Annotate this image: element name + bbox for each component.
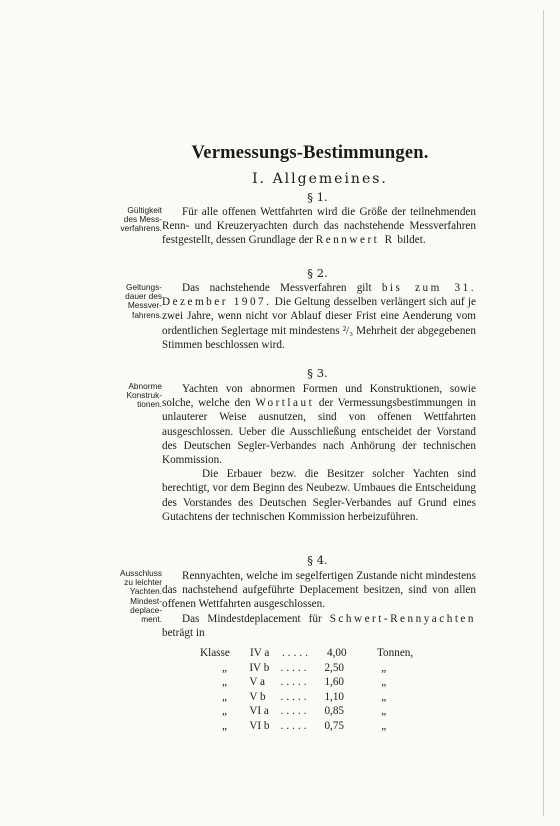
table-cell: Tonnen,: [377, 647, 414, 659]
paragraph-body: Für alle offenen Wettfahrten wird die Größe der teilnehmenden Renn- und Kreuzeryachten durch das nachstehende Messverfahren festgestellt, dessen Grundlage der Rennwert R bildet.: [162, 206, 476, 247]
table-row: [200, 719, 430, 734]
table-cell: „: [381, 661, 387, 674]
paragraph-text-2: [162, 281, 476, 352]
table-cell: V a: [249, 676, 265, 688]
paragraph-number-1: § 1.: [307, 190, 328, 204]
table-cell: 0,75: [324, 719, 345, 732]
margin-note-4: [96, 569, 162, 624]
table-cell: 1,10: [324, 690, 345, 703]
margin-line: Mindest-: [130, 595, 162, 606]
displacement-table: [200, 646, 430, 733]
page-title: Vermessungs-Bestimmungen.: [191, 143, 429, 163]
table-cell: „: [222, 690, 227, 703]
table-cell: „: [222, 661, 227, 674]
paragraph-number-3: § 3.: [307, 366, 328, 380]
table-cell: .....: [282, 647, 311, 659]
table-row: [200, 646, 430, 661]
margin-line: verfahrens.: [120, 223, 162, 234]
table-cell: IV b: [249, 661, 270, 674]
table-cell: „: [381, 719, 387, 732]
margin-line: dauer des: [125, 291, 162, 302]
paragraph-text-3: [162, 382, 476, 524]
table-cell: 4,00: [327, 647, 347, 659]
margin-line: Konstruk-: [126, 390, 162, 401]
table-cell: .....: [280, 676, 310, 688]
table-cell: .....: [280, 661, 310, 674]
table-row: [200, 704, 430, 719]
table-cell: IV a: [250, 647, 270, 659]
paragraph-body-2: Das Mindestdeplacement für Schwert-Rennyachten beträgt in: [162, 612, 476, 639]
table-cell: .....: [280, 690, 310, 703]
margin-line: fahrens.: [132, 309, 162, 320]
paragraph-body: Das nachstehende Messverfahren gilt bis zum 31. Dezember 1907. Die Geltung desselben verlängert sich auf je zwei Jahre, wenn nicht vor Ablauf dieser Frist eine Aenderung vom ordentlichen Seglertage mit mindestens ²/₃ Mehrheit der abgegebenen Stimmen beschlossen wird.: [162, 282, 477, 351]
margin-line: ment.: [141, 614, 162, 625]
paragraph-body-2: Die Erbauer bezw. die Besitzer solcher Yachten sind berechtigt, vor dem Beginn des Neubezw. Umbaues die Entscheidung des Vorstandes des Deutschen Segler-Verbandes auf Grund eines Gutachtens der technischen Kommission herbeizuführen.: [162, 468, 476, 523]
margin-note-2: [96, 283, 162, 320]
table-cell: 0,85: [324, 705, 345, 717]
table-row: [200, 661, 430, 676]
table-row: [200, 675, 430, 690]
paragraph-body: Rennyachten, welche im segelfertigen Zustande nicht mindestens das nachstehend aufgeführte Deplacement besitzen, sind von allen offenen Wettfahrten ausgeschlossen.: [162, 570, 476, 611]
table-cell: 1,60: [324, 676, 345, 688]
table-row: [200, 690, 430, 705]
table-cell: V b: [249, 690, 266, 703]
table-cell: VI a: [249, 705, 269, 717]
section-heading: I. Allgemeines.: [252, 171, 388, 187]
margin-line: deplace-: [130, 604, 162, 615]
margin-line: Gültigkeit: [127, 205, 162, 215]
table-cell: „: [222, 676, 227, 688]
table-cell: 2,50: [324, 661, 345, 674]
margin-line: zu leichter: [124, 577, 162, 588]
page-edge-line: [543, 10, 544, 816]
table-cell: „: [222, 705, 227, 717]
table-cell: „: [381, 705, 387, 717]
table-cell: „: [381, 690, 387, 703]
table-cell: Klasse: [200, 647, 230, 659]
table-cell: „: [381, 676, 387, 688]
paragraph-number-2: § 2.: [307, 266, 328, 280]
margin-line: des Mess-: [123, 214, 162, 225]
margin-line: Yachten.: [129, 586, 162, 597]
margin-note-3: [96, 382, 162, 410]
paragraph-text-4: [162, 569, 476, 640]
margin-note-1: [96, 206, 162, 234]
table-cell: .....: [280, 705, 310, 717]
paragraph-number-4: § 4.: [307, 553, 328, 567]
paragraph-body: Yachten von abnormen Formen und Konstruktionen, sowie solche, welche den Wortlaut der Vermessungsbestimmungen in unlauterer Weise ausnutzen, sind von offenen Wettfahrten ausgeschlossen. Ueber die Ausschließung entscheidet der Vorstand des Deutschen Segler-Verbandes nach Anhörung der technischen Kommission.: [162, 383, 476, 467]
margin-line: Messver-: [127, 300, 162, 311]
margin-line: Geltungs-: [126, 282, 162, 292]
paragraph-text-1: [162, 205, 476, 248]
table-cell: „: [222, 719, 227, 732]
margin-line: Abnorme: [128, 381, 162, 391]
margin-line: Ausschluss: [120, 568, 162, 578]
table-cell: VI b: [249, 719, 270, 732]
table-cell: .....: [280, 719, 310, 732]
margin-line: tionen.: [137, 399, 162, 410]
